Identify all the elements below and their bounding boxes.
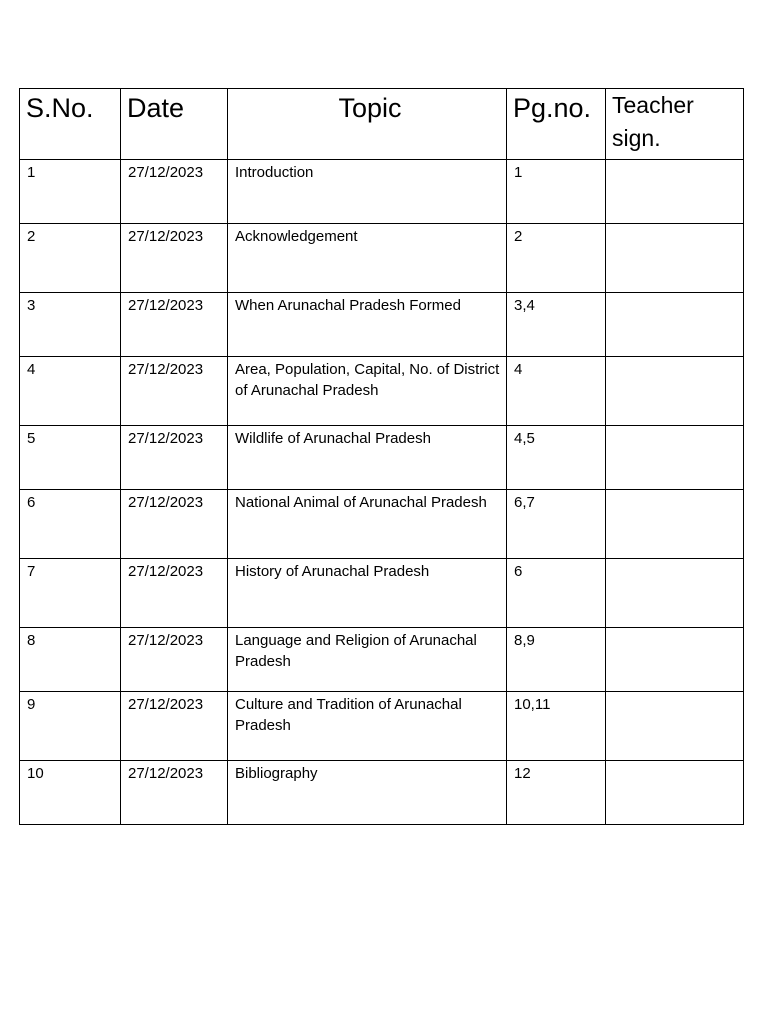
pgno-cell: 4: [507, 357, 606, 426]
topic-cell: History of Arunachal Pradesh: [228, 559, 507, 628]
topic-cell: National Animal of Arunachal Pradesh: [228, 490, 507, 559]
pgno-header: Pg.no.: [507, 89, 606, 160]
sno-cell: 3: [20, 293, 121, 357]
date-header: Date: [121, 89, 228, 160]
topic-cell: Culture and Tradition of Arunachal Pradesh: [228, 692, 507, 761]
table-row: [20, 224, 744, 293]
topic-cell: Bibliography: [228, 761, 507, 825]
date-cell: 27/12/2023: [121, 426, 228, 490]
teacher-sign-cell: [606, 293, 744, 357]
table-row: [20, 357, 744, 426]
table-header: [20, 89, 744, 160]
pgno-cell: 2: [507, 224, 606, 293]
table-row: [20, 160, 744, 224]
teacher-sign-cell: [606, 628, 744, 692]
pgno-cell: 4,5: [507, 426, 606, 490]
date-cell: 27/12/2023: [121, 692, 228, 761]
teacher-sign-cell: [606, 426, 744, 490]
date-cell: 27/12/2023: [121, 490, 228, 559]
table-row: [20, 426, 744, 490]
pgno-cell: 6: [507, 559, 606, 628]
date-cell: 27/12/2023: [121, 628, 228, 692]
sno-cell: 7: [20, 559, 121, 628]
teacher-sign-cell: [606, 490, 744, 559]
date-cell: 27/12/2023: [121, 761, 228, 825]
teacher-sign-cell: [606, 692, 744, 761]
pgno-cell: 6,7: [507, 490, 606, 559]
topic-cell: Wildlife of Arunachal Pradesh: [228, 426, 507, 490]
date-cell: 27/12/2023: [121, 224, 228, 293]
topic-cell: Language and Religion of Arunachal Pradesh: [228, 628, 507, 692]
table-row: [20, 293, 744, 357]
table-row: [20, 490, 744, 559]
index-page: [19, 88, 744, 825]
table-row: [20, 692, 744, 761]
pgno-cell: 3,4: [507, 293, 606, 357]
topic-cell: Acknowledgement: [228, 224, 507, 293]
sno-header: S.No.: [20, 89, 121, 160]
teacher-sign-cell: [606, 160, 744, 224]
date-cell: 27/12/2023: [121, 293, 228, 357]
pgno-cell: 10,11: [507, 692, 606, 761]
teacher-sign-cell: [606, 761, 744, 825]
sno-cell: 6: [20, 490, 121, 559]
sno-cell: 10: [20, 761, 121, 825]
topic-cell: When Arunachal Pradesh Formed: [228, 293, 507, 357]
sno-cell: 4: [20, 357, 121, 426]
sno-cell: 8: [20, 628, 121, 692]
teacher-sign-header: Teacher sign.: [606, 89, 744, 160]
sno-cell: 2: [20, 224, 121, 293]
sno-cell: 9: [20, 692, 121, 761]
teacher-sign-cell: [606, 559, 744, 628]
pgno-cell: 12: [507, 761, 606, 825]
teacher-sign-cell: [606, 224, 744, 293]
date-cell: 27/12/2023: [121, 357, 228, 426]
sno-cell: 1: [20, 160, 121, 224]
topic-header: Topic: [228, 89, 507, 160]
table-row: [20, 761, 744, 825]
header-row: [20, 89, 744, 160]
sno-cell: 5: [20, 426, 121, 490]
index-table: [19, 88, 744, 825]
pgno-cell: 8,9: [507, 628, 606, 692]
date-cell: 27/12/2023: [121, 559, 228, 628]
topic-cell: Introduction: [228, 160, 507, 224]
table-body: [20, 160, 744, 825]
pgno-cell: 1: [507, 160, 606, 224]
topic-cell: Area, Population, Capital, No. of District of Arunachal Pradesh: [228, 357, 507, 426]
teacher-sign-cell: [606, 357, 744, 426]
table-row: [20, 559, 744, 628]
date-cell: 27/12/2023: [121, 160, 228, 224]
table-row: [20, 628, 744, 692]
